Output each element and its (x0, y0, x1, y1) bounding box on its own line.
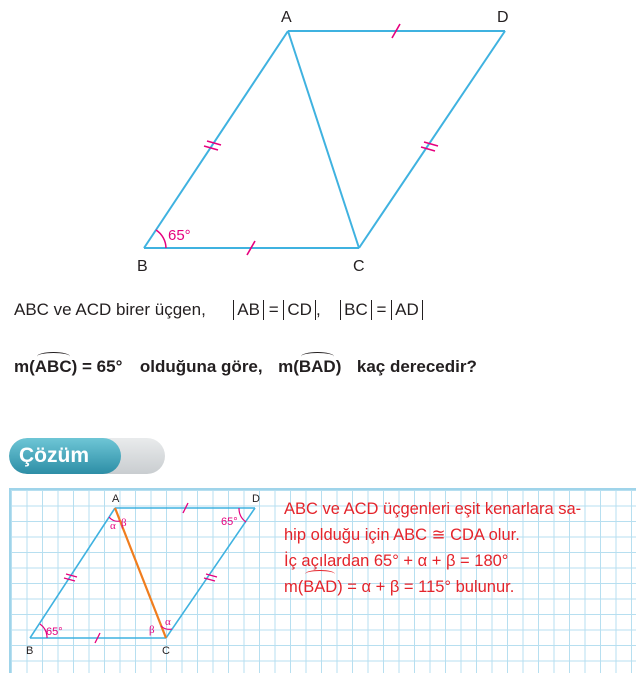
vertex-b: B (137, 258, 148, 275)
beta-a: β (121, 517, 127, 529)
vertex-c: C (353, 258, 365, 275)
problem-given: ABC ve ACD birer üçgen, AB = CD , BC = AD (14, 300, 423, 320)
segment-bc: BC (340, 300, 372, 320)
vertex-d: D (497, 9, 509, 26)
segment-ad: AD (391, 300, 423, 320)
vertex-a-small: A (112, 493, 120, 505)
angle-bad: BAD (298, 357, 336, 376)
equal-side-ticks (204, 24, 438, 255)
angle-label-b: 65° (168, 227, 191, 244)
solution-title: Çözüm (9, 438, 121, 474)
solution-badge (9, 438, 165, 474)
alpha-a: α (110, 520, 116, 532)
segment-cd: CD (283, 300, 316, 320)
side-dc-small (166, 508, 255, 638)
vertex-b-small: B (26, 645, 34, 657)
side-ab (144, 31, 288, 248)
solution-line-1: ABC ve ACD üçgenleri eşit kenarlara sa- (284, 500, 582, 518)
vertex-c-small: C (162, 645, 170, 657)
angle-label-d-small: 65° (221, 516, 238, 528)
angle-abc: ABC (34, 357, 72, 376)
angle-label-b-small: 65° (46, 626, 63, 638)
vertex-d-small: D (252, 493, 260, 505)
solution-line-4: m(BAD) = α + β = 115° bulunur. (284, 574, 581, 600)
angle-arc-b (156, 230, 166, 248)
side-dc (359, 31, 505, 248)
solution-line-2: hip olduğu için ABC ≅ CDA olur. (284, 526, 520, 544)
solution-text (284, 496, 581, 600)
parallelogram-figure (0, 0, 636, 285)
diagonal-ac (288, 31, 359, 248)
solution-line-3: İç açılardan 65° + α + β = 180° (284, 552, 509, 570)
problem-question: m(ABC) = 65° olduğuna göre, m(BAD) kaç derecedir? (14, 357, 477, 376)
vertex-a: A (281, 9, 292, 26)
segment-ab: AB (233, 300, 264, 320)
alpha-c: α (165, 616, 171, 628)
solution-figure (20, 490, 280, 671)
beta-c: β (149, 624, 155, 636)
side-ab-small (30, 508, 115, 638)
